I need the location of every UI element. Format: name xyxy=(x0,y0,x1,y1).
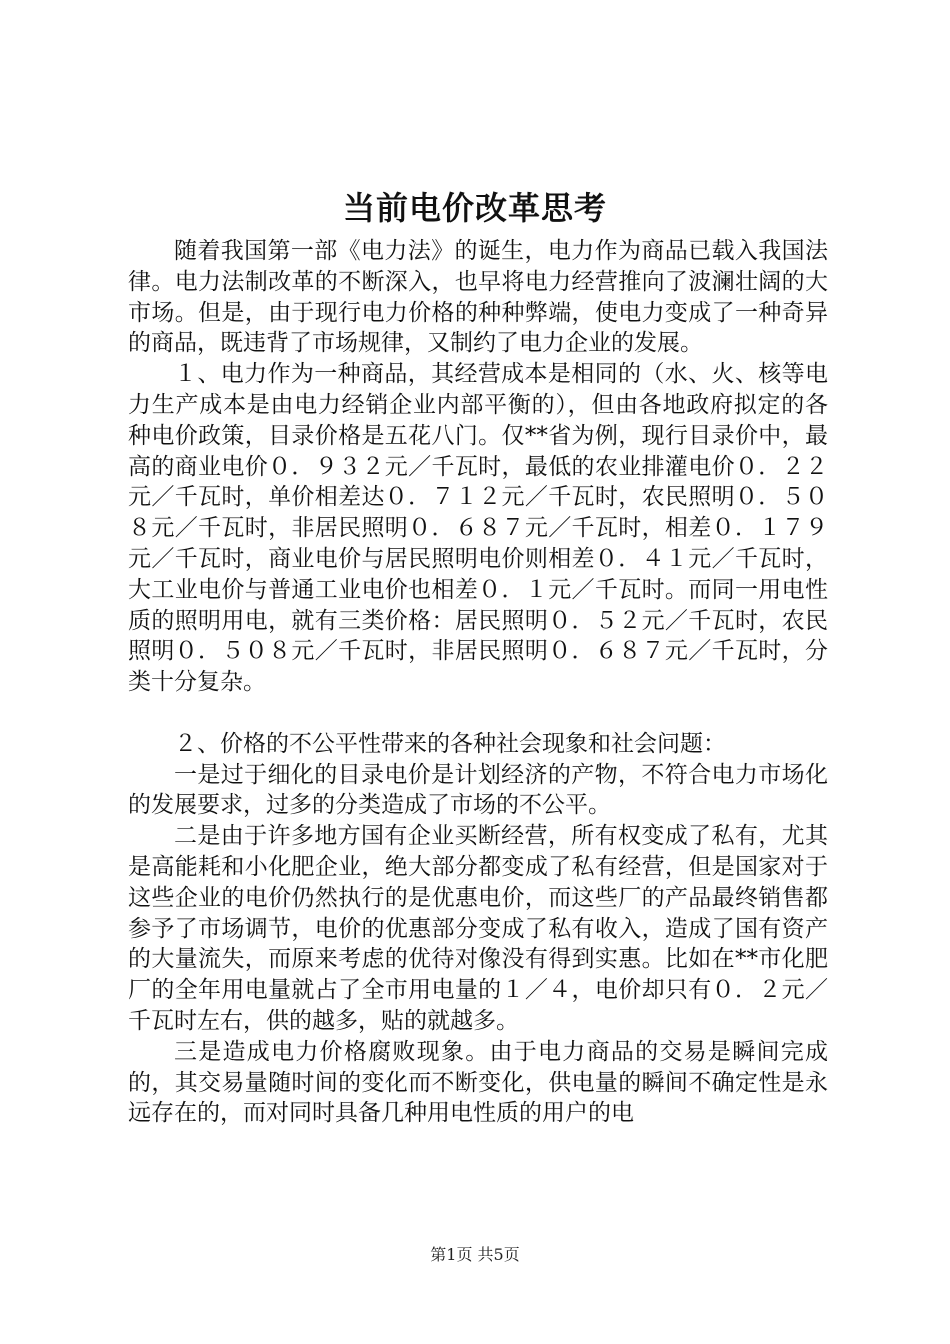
paragraph-issue-2: 二是由于许多地方国有企业买断经营，所有权变成了私有，尤其是高能耗和小化肥企业，绝大部分都变成了私有经营，但是国家对于这些企业的电价仍然执行的是优惠电价，而这些厂的产品最终销售都参予了市场调节，电价的优惠部分变成了私有收入，造成了国有资产的大量流失，而原来考虑的优待对像没有得到实惠。比如在**市化肥厂的全年用电量就占了全市用电量的１／４，电价却只有０．２元／千瓦时左右，供的越多，贴的就越多。 xyxy=(128,823,828,1034)
page-title: 当前电价改革思考 xyxy=(342,189,607,227)
paragraph-intro: 随着我国第一部《电力法》的诞生，电力作为商品已载入我国法律。电力法制改革的不断深入，也早将电力经营推向了波澜壮阔的大市场。但是，由于现行电力价格的种种弊端，使电力变成了一种奇异的商品，既违背了市场规律，又制约了电力企业的发展。 xyxy=(128,238,828,357)
paragraph-point-2: ２、价格的不公平性带来的各种社会现象和社会问题： xyxy=(174,730,726,757)
paragraph-point-1: １、电力作为一种商品，其经营成本是相同的（水、火、核等电力生产成本是由电力经销企业内部平衡的），但由各地政府拟定的各种电价政策，目录价格是五花八门。仅**省为例，现行目录价中，最高的商业电价０．９３２元／千瓦时，最低的农业排灌电价０．２２元／千瓦时，单价相差达０．７１２元／千瓦时，农民照明０．５０８元／千瓦时，非居民照明０．６８７元／千瓦时，相差０．１７９元／千瓦时，商业电价与居民照明电价则相差０．４１元／千瓦时，大工业电价与普通工业电价也相差０．１元／千瓦时。而同一用电性质的照明用电，就有三类价格：居民照明０．５２元／千瓦时，农民照明０．５０８元／千瓦时，非居民照明０．６８７元／千瓦时，分类十分复杂。 xyxy=(128,361,828,696)
paragraph-issue-3: 三是造成电力价格腐败现象。由于电力商品的交易是瞬间完成的，其交易量随时间的变化而不断变化，供电量的瞬间不确定性是永远存在的，而对同时具备几种用电性质的用户的电 xyxy=(128,1038,828,1127)
page-footer: 第1页 共5页 xyxy=(430,1245,520,1264)
document-body xyxy=(128,236,828,1129)
paragraph-issue-1: 一是过于细化的目录电价是计划经济的产物，不符合电力市场化的发展要求，过多的分类造成了市场的不公平。 xyxy=(128,761,828,819)
